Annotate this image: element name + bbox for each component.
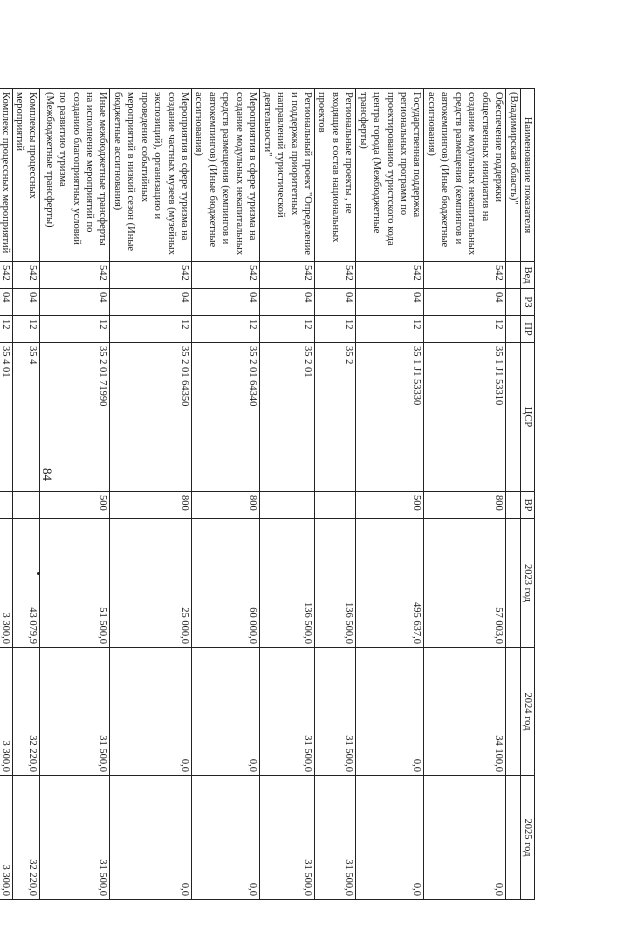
table-row <box>356 89 424 900</box>
cell-rz: 04 <box>0 289 12 316</box>
cell-rz: 04 <box>192 289 260 316</box>
cell-y2023: 136 500,0 <box>260 519 315 648</box>
cell-ved: 542 <box>260 262 315 289</box>
cell-pr: 12 <box>356 316 424 343</box>
table-row <box>315 89 356 900</box>
cell-csr: 35 2 01 64350 <box>110 343 192 492</box>
cell-pr: 12 <box>0 316 12 343</box>
table-row <box>110 89 192 900</box>
table-body <box>0 89 520 900</box>
cell-pr: 12 <box>315 316 356 343</box>
cell-ved: 542 <box>192 262 260 289</box>
header-vr: ВР <box>520 492 534 519</box>
cell-name: Комплекс процессных мероприятий <box>0 89 12 262</box>
cell-csr: 35 2 01 <box>260 343 315 492</box>
cell-name: Мероприятия в сфере туризма на создание частных музеев (музейных экспозиций), организацию и проведение событийных мероприятий в низкий сезон (Иные бюджетные ассигнования) <box>110 89 192 262</box>
header-pr: ПР <box>520 316 534 343</box>
cell-vr <box>315 492 356 519</box>
cell-y2023: 3 300,0 <box>0 519 12 648</box>
cell-name: Государственная поддержка региональных программ по проектированию туристского кода центра города (Межбюджетные трансферты) <box>356 89 424 262</box>
cell-name: Обеспечение поддержки общественных инициатив на создание модульных некапитальных средств размещения (кемпингов и автокемпингов) (Иные бюджетные ассигнования) <box>424 89 506 262</box>
cell-y2024: 31 500,0 <box>260 648 315 776</box>
cell-y2025: 31 500,0 <box>315 776 356 900</box>
cell-ved: 542 <box>40 262 110 289</box>
cell-name: Комплексы процессных мероприятий <box>12 89 40 262</box>
table-row <box>260 89 315 900</box>
cell-rz: 04 <box>260 289 315 316</box>
cell-name: Региональные проекты , не входящие в состав национальных проектов <box>315 89 356 262</box>
header-csr: ЦСР <box>520 343 534 492</box>
header-2023: 2023 год <box>520 519 534 648</box>
cell-y2024: 34 100,0 <box>424 648 506 776</box>
cell-y2023: 495 637,0 <box>356 519 424 648</box>
table-row <box>0 89 12 900</box>
header-2025: 2025 год <box>520 776 534 900</box>
cell-pr: 12 <box>40 316 110 343</box>
table-row <box>12 89 40 900</box>
cell-vr: 800 <box>110 492 192 519</box>
header-2024: 2024 год <box>520 648 534 776</box>
cell-csr: 35 2 01 64340 <box>192 343 260 492</box>
cell-y2025: 0,0 <box>110 776 192 900</box>
table-header-row <box>520 89 534 900</box>
cell-pr: 12 <box>260 316 315 343</box>
cell-vr <box>12 492 40 519</box>
cell-y2025: 3 300,0 <box>0 776 12 900</box>
continuation-row <box>506 89 520 900</box>
cell-y2024: 0,0 <box>110 648 192 776</box>
cell-y2025: 0,0 <box>356 776 424 900</box>
cell-ved: 542 <box>12 262 40 289</box>
cell-y2025: 0,0 <box>424 776 506 900</box>
cell-pr: 12 <box>110 316 192 343</box>
cell-y2024: 31 500,0 <box>315 648 356 776</box>
cell-y2025: 0,0 <box>192 776 260 900</box>
page-number: 84 <box>40 468 55 481</box>
cell-csr: 35 1 J1 53310 <box>424 343 506 492</box>
cell-y2024: 3 300,0 <box>0 648 12 776</box>
cell-rz: 04 <box>424 289 506 316</box>
cell-ved: 542 <box>110 262 192 289</box>
cell-csr: 35 4 <box>12 343 40 492</box>
cell-ved: 542 <box>356 262 424 289</box>
table-row <box>40 89 110 900</box>
cell-rz: 04 <box>356 289 424 316</box>
header-name: Наименование показателя <box>520 89 534 262</box>
cell-csr: 35 2 01 71990 <box>40 343 110 492</box>
cell-rz: 04 <box>315 289 356 316</box>
cell-pr: 12 <box>12 316 40 343</box>
cell-y2023: 57 003,0 <box>424 519 506 648</box>
cell-pr: 12 <box>424 316 506 343</box>
cell-y2024: 0,0 <box>356 648 424 776</box>
table-row <box>192 89 260 900</box>
cell-y2023: 60 000,0 <box>192 519 260 648</box>
cell-vr <box>260 492 315 519</box>
header-ved: Вед <box>520 262 534 289</box>
cell-pr: 12 <box>192 316 260 343</box>
header-rz: РЗ <box>520 289 534 316</box>
cell-ved: 542 <box>424 262 506 289</box>
cell-vr: 800 <box>424 492 506 519</box>
table-row <box>424 89 506 900</box>
cell-y2024: 31 500,0 <box>40 648 110 776</box>
cell-rz: 04 <box>110 289 192 316</box>
cell-y2024: 32 220,0 <box>12 648 40 776</box>
cell-name: Мероприятия в сфере туризма на создание модульных некапитальных средств размещения (кемпингов и автокемпингов) (Иные бюджетные ассигнования) <box>192 89 260 262</box>
cell-y2024: 0,0 <box>192 648 260 776</box>
cell-csr: 35 2 <box>315 343 356 492</box>
cell-csr: 35 4 01 <box>0 343 12 492</box>
cell-rz: 04 <box>12 289 40 316</box>
cell-vr: 500 <box>356 492 424 519</box>
continuation-text: (Владимирская область)" <box>506 89 520 262</box>
cell-vr: 800 <box>192 492 260 519</box>
cell-csr: 35 1 J1 53330 <box>356 343 424 492</box>
cell-ved: 542 <box>315 262 356 289</box>
cell-y2023: 136 500,0 <box>315 519 356 648</box>
cell-ved: 542 <box>0 262 12 289</box>
cell-y2023: 43 079,9 <box>12 519 40 648</box>
cell-vr: 500 <box>40 492 110 519</box>
cell-rz: 04 <box>40 289 110 316</box>
cell-name: Иные межбюджетные трансферты на исполнение мероприятий по созданию благоприятных условий по развитию туризма (Межбюджетные трансферты) <box>40 89 110 262</box>
cell-y2023: 25 000,0 <box>110 519 192 648</box>
cell-vr <box>0 492 12 519</box>
cell-y2025: 32 220,0 <box>12 776 40 900</box>
cell-name: Региональный проект "Определение и поддержка приоритетных направлений туристической деятельности" <box>260 89 315 262</box>
cell-y2023: 51 500,0 <box>40 519 110 648</box>
cell-y2025: 31 500,0 <box>260 776 315 900</box>
cell-y2025: 31 500,0 <box>40 776 110 900</box>
